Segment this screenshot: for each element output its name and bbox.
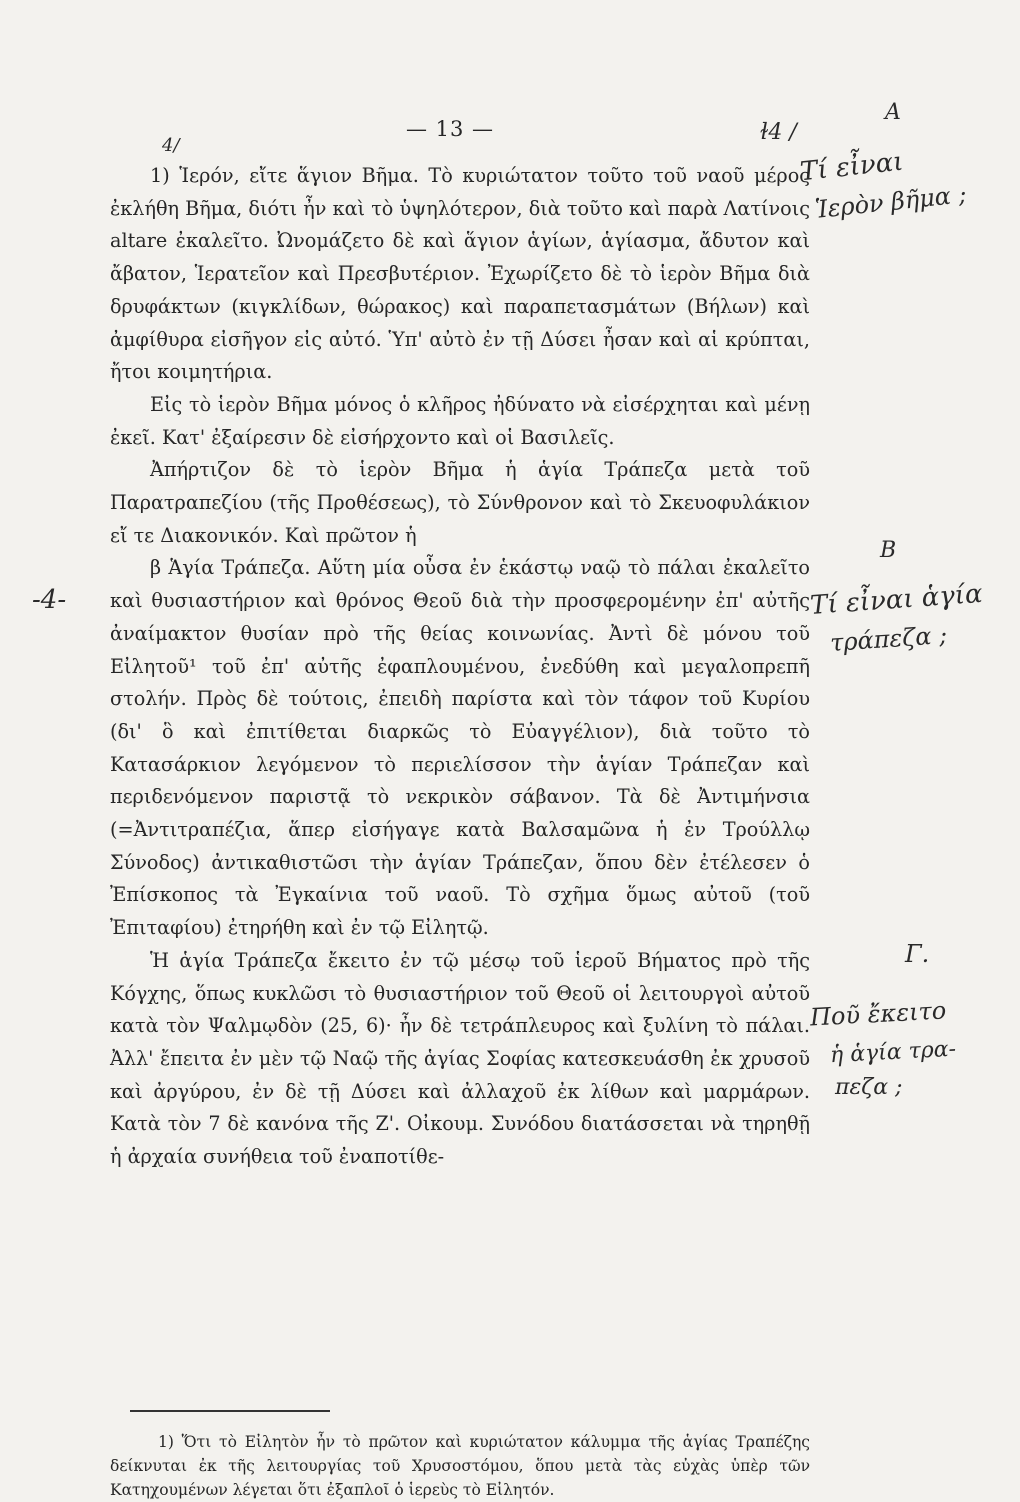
handwritten-note-2-line-1: Τί εἶναι ἁγία <box>809 579 984 621</box>
handwritten-mark: ɫ4 / <box>760 120 797 145</box>
handwritten-note-2-line-2: τράπεζα ; <box>829 620 949 658</box>
handwritten-note-1-line-1: Τί εἶναι <box>798 146 905 188</box>
paragraph: Ἀπήρτιζον δὲ τὸ ἱερὸν Βῆμα ἡ ἁγία Τράπεζα μετὰ τοῦ Παρατραπεζίου (τῆς Προθέσεως), τὸ Σύνθρονον καὶ τὸ Σκευοφυλάκιον εἴ τε Διακονικόν. Καὶ πρῶτον ἡ <box>110 458 810 547</box>
handwritten-note-3-line-1: Ποῦ ἔκειτο <box>809 996 947 1032</box>
handwritten-letter-g: Γ. <box>905 940 930 968</box>
paragraph: Εἰς τὸ ἱερὸν Βῆμα μόνος ὁ κλῆρος ἠδύνατο νὰ εἰσέρχηται καὶ μένῃ ἐκεῖ. Κατ' ἐξαίρεσιν δὲ εἰσήρχοντο καὶ οἱ Βασιλεῖς. <box>110 392 810 449</box>
handwritten-letter-b: B <box>880 538 897 563</box>
paragraph: 1) Ἱερόν, εἴτε ἅγιον Βῆμα. Τὸ κυριώτατον τοῦτο τοῦ ναοῦ μέρος ἐκλήθη Βῆμα, διότι ἦν καὶ τὸ ὑψηλότερον, διὰ τοῦτο καὶ παρὰ Λατίνοις altare ἐκαλεῖτο. Ὠνομάζετο δὲ καὶ ἅγιον ἁγίων, ἁγίασμα, ἄδυτον καὶ ἄβατον, Ἱερατεῖον καὶ Πρεσβυτέριον. Ἐχωρίζετο δὲ τὸ ἱερὸν Βῆμα διὰ δρυφάκτων (κιγκλίδων, θώρακος) καὶ παραπετασμάτων (Βήλων) καὶ ἀμφίθυρα εἰσῆγον εἰς αὐτό. Ὑπ' αὐτὸ ἐν τῇ Δύσει ἦσαν καὶ αἱ κρύπται, ἤτοι κοιμητήρια. <box>110 164 810 384</box>
main-text <box>110 160 810 1174</box>
page-number: — 13 — <box>405 117 495 141</box>
handwritten-letter-a: A <box>885 100 901 125</box>
handwritten-note-3-line-2: ἡ ἁγία τρα- <box>829 1036 957 1069</box>
handwritten-note-3-line-3: πεζα ; <box>835 1075 903 1100</box>
handwritten-number: 4/ <box>162 135 180 156</box>
footnote-divider <box>130 1410 330 1412</box>
paragraph: Ἡ ἁγία Τράπεζα ἔκειτο ἐν τῷ μέσῳ τοῦ ἱεροῦ Βήματος πρὸ τῆς Κόγχης, ὅπως κυκλῶσι τὸ θυσιαστήριον τοῦ Θεοῦ οἱ λειτουργοὶ αὐτοῦ κατὰ τὸν Ψαλμῳδὸν (25, 6)· ἦν δὲ τετράπλευρος καὶ ξυλίνη τὸ πάλαι. Ἀλλ' ἔπειτα ἐν μὲν τῷ Ναῷ τῆς ἁγίας Σοφίας κατεσκευάσθη ἐκ χρυσοῦ καὶ ἀργύρου, ἐν δὲ τῇ Δύσει καὶ ἀλλαχοῦ ἐκ λίθων καὶ μαρμάρων. Κατὰ τὸν 7 δὲ κανόνα τῆς Ζ'. Οἰκουμ. Συνόδου διατάσσεται νὰ τηρηθῇ ἡ ἀρχαία συνήθεια τοῦ ἐναποτίθε- <box>110 948 810 1169</box>
footnote <box>110 1430 810 1502</box>
paragraph: β Ἁγία Τράπεζα. Αὕτη μία οὖσα ἐν ἑκάστῳ ναῷ τὸ πάλαι ἐκαλεῖτο καὶ θυσιαστήριον καὶ θρόνος Θεοῦ διὰ τὴν προσφερομένην ἐπ' αὐτῆς ἀναίμακτον θυσίαν πρὸ τῆς θείας κοινωνίας. Ἀντὶ δὲ μόνου τοῦ Εἰλητοῦ¹ τοῦ ἐπ' αὐτῆς ἐφαπλουμένου, ἐνεδύθη καὶ μεγαλοπρεπῆ στολήν. Πρὸς δὲ τούτοις, ἐπειδὴ παρίστα καὶ τὸν τάφον τοῦ Κυρίου (δι' ὃ καὶ ἐπιτίθεται διαρκῶς τὸ Εὐαγγέλιον), διὰ τοῦτο τὸ Κατασάρκιον λεγόμενον τὸ περιελίσσον τὴν ἁγίαν Τράπεζαν καὶ περιδενόμενον παριστᾷ τὸ νεκρικὸν σάβανον. Τὰ δὲ Ἀντιμήνσια (=Ἀντιτραπέζια, ἅπερ εἰσήγαγε κατὰ Βαλσαμῶνα ἡ ἐν Τρούλλῳ Σύνοδος) ἀντικαθιστῶσι τὴν ἁγίαν Τράπεζαν, ὅπου δὲν ἐτέλεσεν ὁ Ἐπίσκοπος τὰ Ἐγκαίνια τοῦ ναοῦ. Τὸ σχῆμα ὅμως αὐτοῦ (τοῦ Ἐπιταφίου) ἐτηρήθη καὶ ἐν τῷ Εἰλητῷ. <box>110 556 810 940</box>
handwritten-side-mark: -4- <box>32 585 67 615</box>
footnote-text: 1) Ὅτι τὸ Εἰλητὸν ἦν τὸ πρῶτον καὶ κυριώτατον κάλυμμα τῆς ἁγίας Τραπέζης δείκνυται ἐκ τῆς λειτουργίας τοῦ Χρυσοστόμου, ὅπου μετὰ τὰς εὐχὰς ὑπὲρ τῶν Κατηχουμένων λέγεται ὅτι ἐξαπλοῖ ὁ ἱερεὺς τὸ Εἰλητόν. <box>110 1433 810 1499</box>
handwritten-note-1-line-2: Ἱερὸν βῆμα ; <box>813 180 968 224</box>
